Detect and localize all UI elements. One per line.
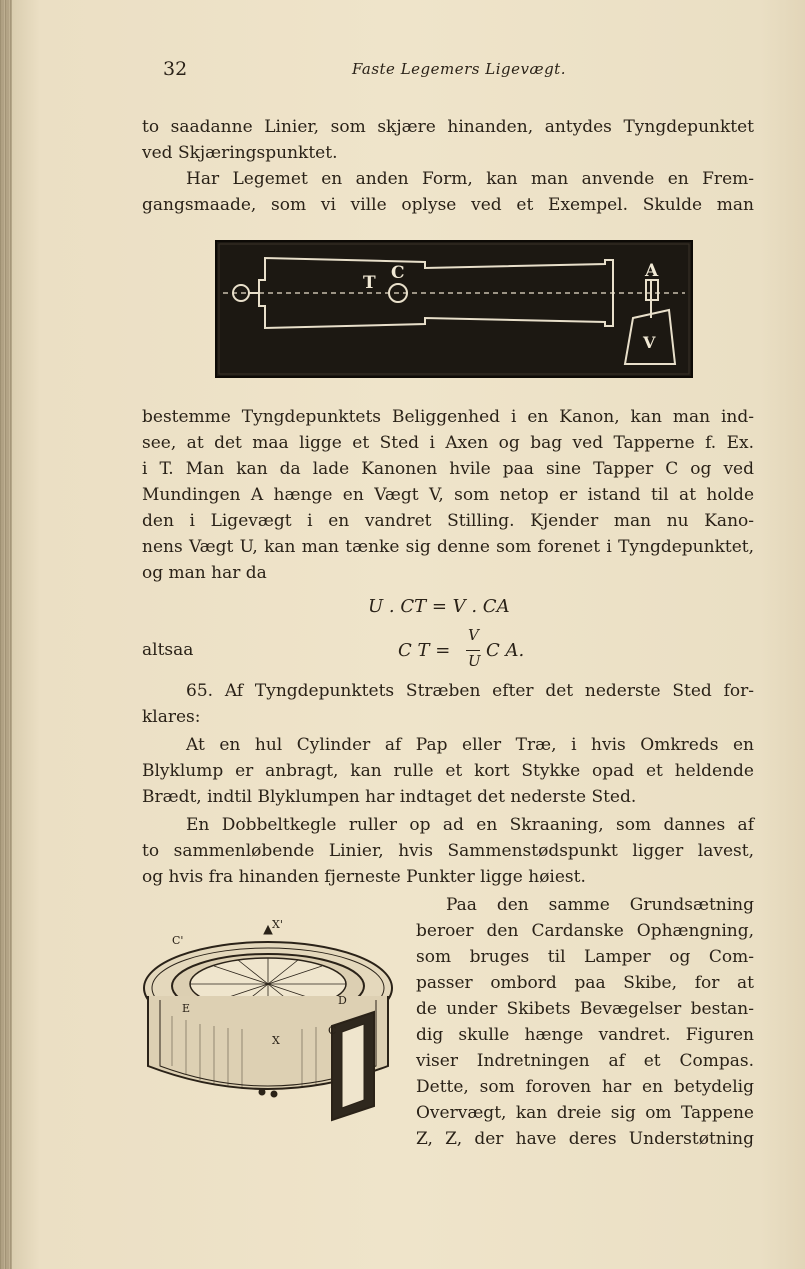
equation-2-numerator: V [468,626,479,644]
compass-drawing [144,926,392,1120]
text-line: i T. Man kan da lade Kanonen hvile paa sine Tapper C og ved [142,459,754,479]
text-line: At en hul Cylinder af Pap eller Træ, i hvis Omkreds en [186,735,754,755]
running-head: Faste Legemers Ligevægt. [352,60,566,78]
section-65-heading: 65. Af Tyngdepunktets Stræben efter det nederste Sted for- [186,681,754,701]
text-line: ved Skjæringspunktet. [142,143,338,163]
page-number: 32 [163,58,188,80]
label-A: A [645,261,659,281]
label-c-prime: C' [172,934,184,947]
text-line: bestemme Tyngdepunktets Beliggenhed i en Kanon, kan man ind- [142,407,754,427]
text-line: see, at det maa ligge et Sted i Axen og bag ved Tapperne f. Ex. [142,433,754,453]
label-e: E [182,1002,191,1015]
text-line: som bruges til Lamper og Com- [416,947,754,967]
label-d: D [338,994,347,1007]
label-x-prime: X' [272,918,283,931]
label-T: T [363,273,376,293]
text-line: to sammenløbende Linier, hvis Sammenstødspunkt ligger lavest, [142,841,754,861]
text-line: Paa den samme Grundsætning [446,895,754,915]
paragraph-compass [416,892,754,1152]
text-line: En Dobbeltkegle ruller op ad en Skraaning, som dannes af [186,815,754,835]
text-line: Dette, som foroven har en betydelig [416,1077,754,1097]
text-line: og hvis fra hinanden fjerneste Punkter ligge høiest. [142,867,586,887]
altsaa-label: altsaa [142,640,194,660]
pivot-z-lower-2 [271,1091,277,1097]
text-line: beroer den Cardanske Ophængning, [416,921,754,941]
text-line: Z, Z, der have deres Understøtning [416,1129,754,1149]
page-header [0,58,805,84]
text-line: viser Indretningen af et Compas. [416,1051,754,1071]
bracket-cutout [342,1024,364,1108]
text-line: Blyklump er anbragt, kan rulle et kort Stykke opad et heldende [142,761,754,781]
paragraph-cylinder [142,732,754,810]
label-x: X [272,1034,280,1047]
paragraph-cannon [142,404,754,586]
equation-1: U . CT = V . CA [368,596,510,617]
equation-2-right: C A. [486,640,525,661]
text-line: de under Skibets Bevægelser bestan- [416,999,754,1019]
text-line: Brædt, indtil Blyklumpen har indtaget det nederste Sted. [142,787,637,807]
compass-figure [142,916,402,1130]
text-line: Har Legemet en anden Form, kan man anvende en Frem- [186,169,754,189]
text-line: den i Ligevægt i en vandret Stilling. Kjender man nu Kano- [142,511,754,531]
text-line: klares: [142,707,201,727]
text-line: passer ombord paa Skibe, for at [416,973,754,993]
equation-2-left: C T = [398,640,451,661]
pivot-x-prime [264,926,272,934]
book-binding-edge [0,0,12,1269]
paragraph-cone [142,812,754,890]
label-C: C [391,263,405,283]
label-c: C [328,1024,337,1037]
text-line: nens Vægt U, kan man tænke sig denne som forenet i Tyngdepunktet, [142,537,754,557]
text-line: Mundingen A hænge en Vægt V, som netop er istand til at holde [142,485,754,505]
fraction-bar [466,650,480,651]
paragraph-top [142,114,754,218]
text-line: to saadanne Linier, som skjære hinanden, antydes Tyngdepunktet [142,117,754,137]
pivot-z-lower [259,1089,265,1095]
text-line: Overvægt, kan dreie sig om Tappene [416,1103,754,1123]
text-line: gangsmaade, som vi ville oplyse ved et Exempel. Skulde man [142,195,754,215]
label-V: V [643,333,656,352]
cannon-figure [215,240,693,378]
text-line: dig skulle hænge vandret. Figuren [416,1025,754,1045]
equation-2-denominator: U [468,652,481,670]
section-65 [142,678,754,730]
text-line: og man har da [142,563,267,583]
cannon-figure-frame [216,241,692,377]
